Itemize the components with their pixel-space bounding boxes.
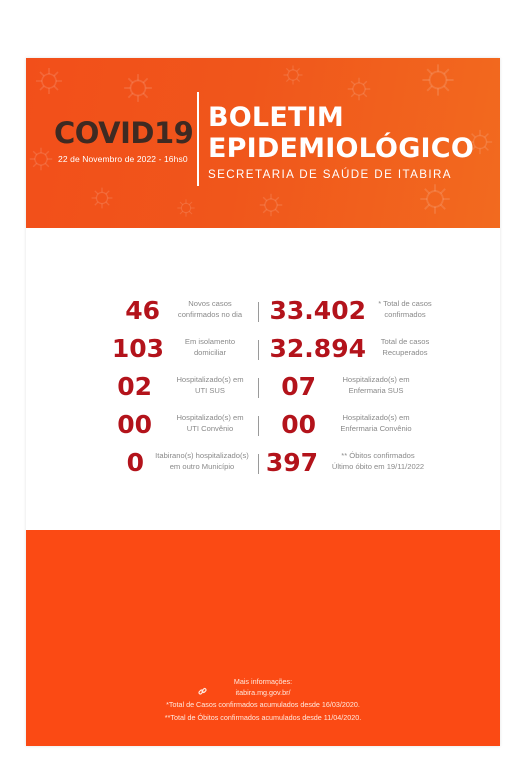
stat-value: 46 — [125, 296, 160, 325]
header-divider — [197, 92, 199, 186]
stat-value: 0 — [126, 448, 144, 477]
website-link[interactable]: itabira.mg.gov.br/ — [235, 688, 291, 697]
stat-label-line: UTI Convênio — [186, 424, 234, 433]
stat-label-line: Novos casos — [188, 299, 232, 308]
virus-icon — [420, 62, 456, 98]
stat-label-line: Hospitalizado(s) em — [176, 413, 244, 422]
virus-icon — [34, 66, 64, 96]
virus-icon — [90, 186, 114, 210]
stat-label-line: Recuperados — [382, 348, 428, 357]
stat-label-line: Total de casos — [380, 337, 430, 346]
stat-label — [366, 298, 444, 320]
stat-value: 07 — [281, 372, 316, 401]
more-info-label: Mais informações: — [233, 677, 293, 686]
bulletin-subtitle: SECRETARIA DE SAÚDE DE ITABIRA — [208, 168, 452, 181]
stat-label-line: confirmados no dia — [177, 310, 243, 319]
stat-label-line: Hospitalizado(s) em — [176, 375, 244, 384]
virus-icon — [176, 198, 196, 218]
virus-icon — [346, 76, 372, 102]
stat-label-line: * Total de casos — [378, 299, 432, 308]
covid-title: COVID19 — [54, 116, 194, 150]
bulletin-title-line2: EPIDEMIOLÓGICO — [208, 133, 474, 164]
column-divider — [258, 340, 259, 360]
stat-row — [26, 408, 500, 442]
virus-icon — [258, 192, 284, 218]
bulletin-title-line1: BOLETIM — [208, 102, 344, 133]
stats-panel — [26, 228, 500, 530]
stat-label-line: Itabirano(s) hospitalizado(s) — [155, 451, 249, 460]
bulletin-header — [26, 58, 500, 228]
bulletin-poster — [26, 58, 500, 746]
stat-label — [366, 336, 444, 358]
stat-label — [162, 374, 258, 396]
stat-label-line: ** Óbitos confirmados — [341, 451, 415, 460]
column-divider — [258, 454, 259, 474]
stat-label — [162, 298, 258, 320]
stat-label-line: domiciliar — [193, 348, 227, 357]
virus-icon — [418, 182, 452, 216]
stat-label-line: Enfermaria SUS — [348, 386, 404, 395]
stat-value: 02 — [117, 372, 152, 401]
column-divider — [258, 378, 259, 398]
stat-label — [162, 336, 258, 358]
virus-icon — [28, 146, 54, 172]
virus-icon — [282, 64, 304, 86]
stat-label-line: Hospitalizado(s) em — [342, 413, 410, 422]
stat-value: 32.894 — [269, 334, 366, 363]
stat-value: 33.402 — [269, 296, 366, 325]
deaths-footnote: **Total de Óbitos confirmados acumulados desde 11/04/2020. — [164, 713, 362, 722]
stat-value: 397 — [265, 448, 318, 477]
bulletin-date: 22 de Novembro de 2022 - 16hs0 — [58, 154, 188, 164]
stat-label-line: confirmados — [384, 310, 426, 319]
stat-row — [26, 294, 500, 328]
stat-value: 00 — [281, 410, 316, 439]
stat-row — [26, 370, 500, 404]
bulletin-footer — [26, 530, 500, 746]
column-divider — [258, 302, 259, 322]
stat-label-line: em outro Município — [169, 462, 235, 471]
stat-label-line: UTI SUS — [195, 386, 225, 395]
stat-value: 103 — [111, 334, 164, 363]
stat-label — [322, 450, 434, 472]
stat-label — [146, 450, 258, 472]
stat-label — [162, 412, 258, 434]
stat-value: 00 — [117, 410, 152, 439]
stat-label-line: Em isolamento — [184, 337, 236, 346]
stat-label — [322, 374, 430, 396]
cases-footnote: *Total de Casos confirmados acumulados desde 16/03/2020. — [166, 700, 360, 709]
stat-label-line: Enfermaria Convênio — [340, 424, 412, 433]
column-divider — [258, 416, 259, 436]
virus-icon — [122, 72, 154, 104]
stat-label — [322, 412, 430, 434]
stat-label-line: Último óbito em 19/11/2022 — [331, 462, 425, 471]
stat-row — [26, 332, 500, 366]
stat-row — [26, 446, 500, 480]
stat-label-line: Hospitalizado(s) em — [342, 375, 410, 384]
